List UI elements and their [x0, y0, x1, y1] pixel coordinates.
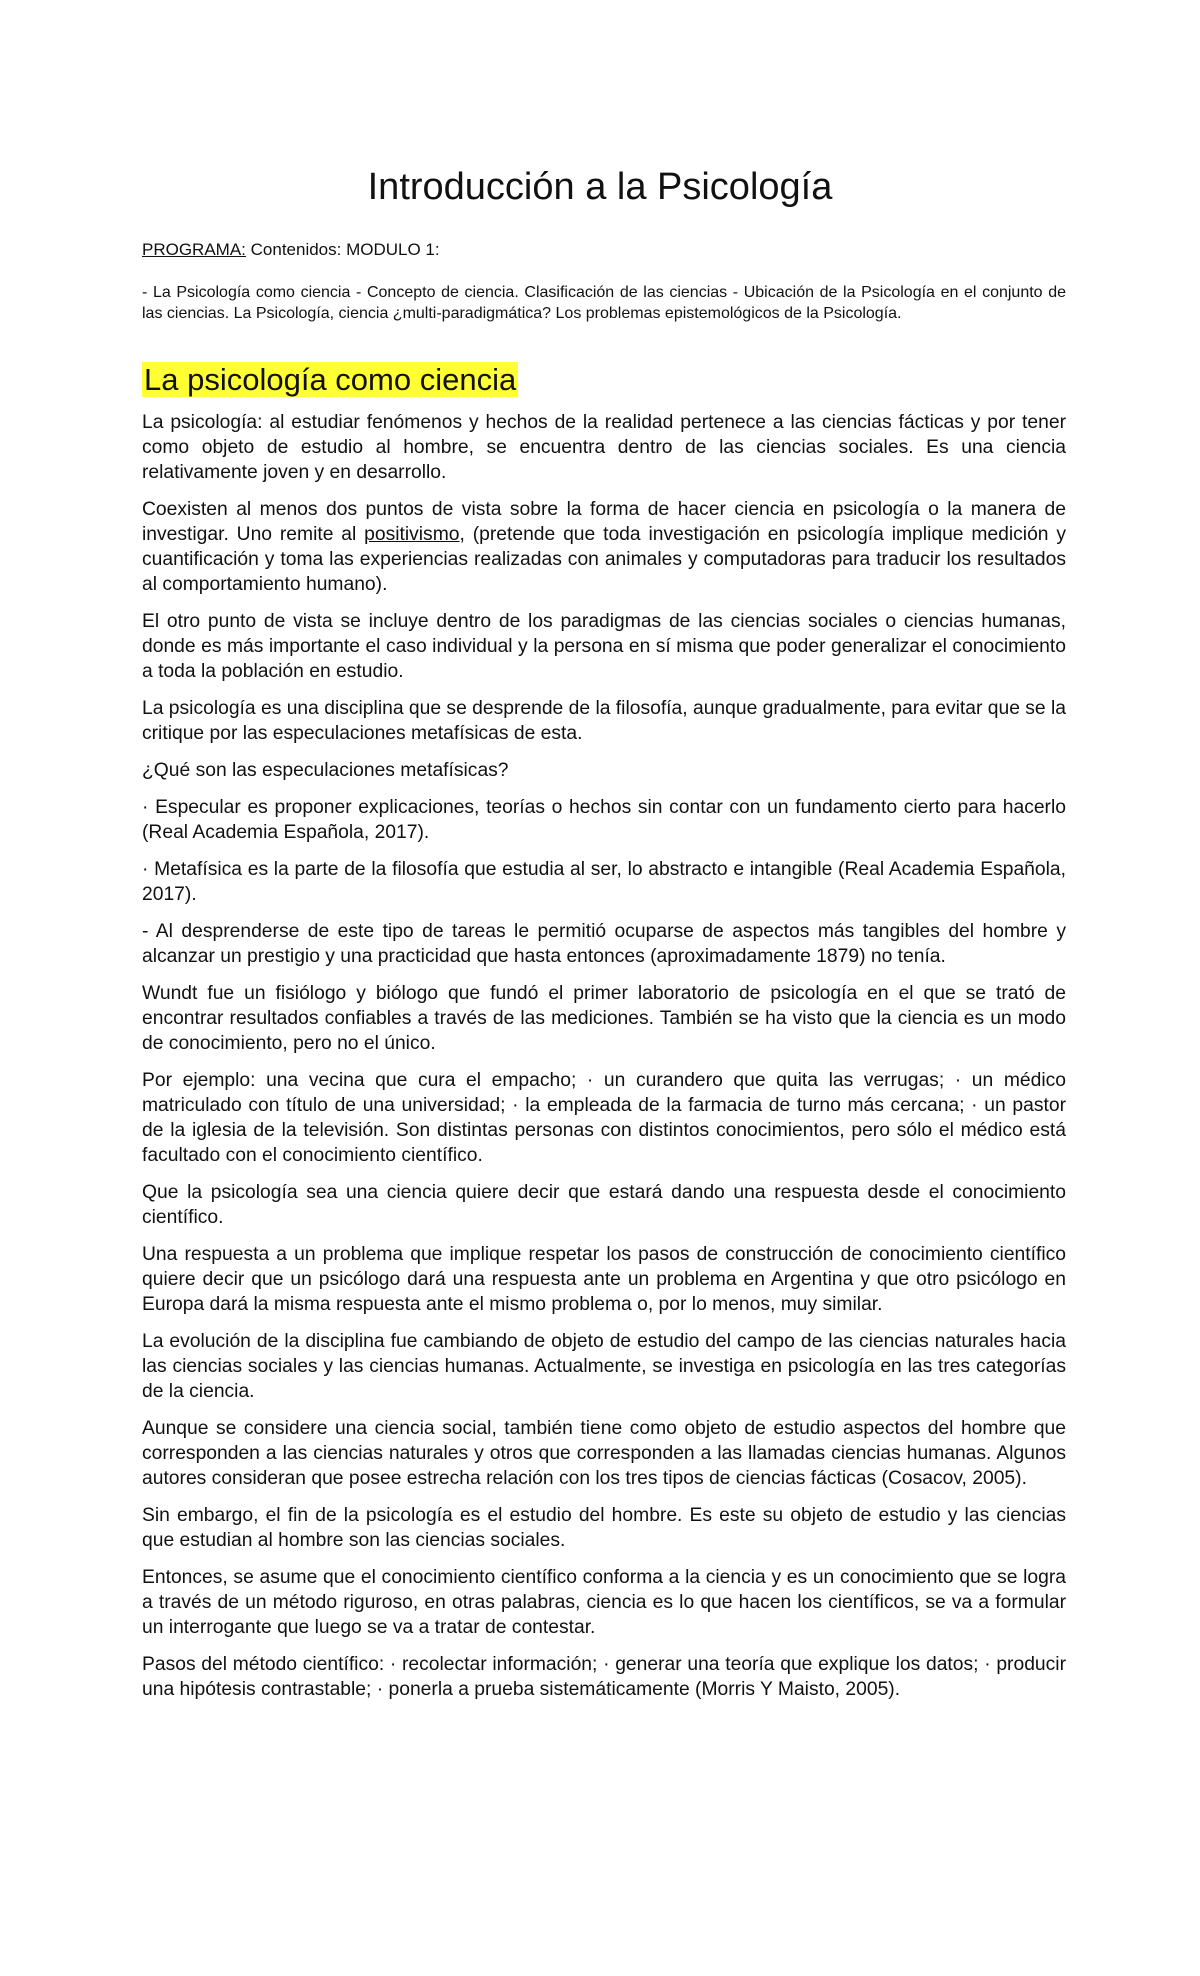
paragraph: La evolución de la disciplina fue cambiando de objeto de estudio del campo de las ciencias naturales hacia las ciencias sociales y las ciencias humanas. Actualmente, se investiga en psicología en las tres categorías de la ciencia. [142, 1331, 1066, 1402]
paragraph: La psicología: al estudiar fenómenos y hechos de la realidad pertenece a las ciencias fácticas y por tener como objeto de estudio al hombre, se encuentra dentro de las ciencias sociales. Es una ciencia relativamente joven y en desarrollo. [142, 412, 1066, 483]
paragraph: Sin embargo, el fin de la psicología es el estudio del hombre. Es este su objeto de estudio y las ciencias que estudian al hombre son las ciencias sociales. [142, 1505, 1066, 1551]
paragraph: Que la psicología sea una ciencia quiere decir que estará dando una respuesta desde el conocimiento científico. [142, 1182, 1066, 1228]
paragraph-text: , (pretende que toda investigación en psicología implique medición y cuantificación y toma las experiencias realizadas con animales y computadoras para traducir los resultados al comportamiento humano). [142, 524, 1067, 595]
paragraph: Wundt fue un fisiólogo y biólogo que fundó el primer laboratorio de psicología en el que se trató de encontrar resultados confiables a través de las mediciones. También se ha visto que la ciencia es un modo de conocimiento, pero no el único. [142, 983, 1066, 1054]
paragraph: El otro punto de vista se incluye dentro de los paradigmas de las ciencias sociales o ciencias humanas, donde es más importante el caso individual y la persona en sí misma que poder generalizar el conocimiento a toda la población en estudio. [142, 611, 1066, 682]
paragraph [142, 497, 1066, 597]
paragraph: Por ejemplo: una vecina que cura el empacho; · un curandero que quita las verrugas; · un médico matriculado con título de una universidad; · la empleada de la farmacia de turno más cercana; · un pastor de la iglesia de la televisión. Son distintas personas con distintos conocimientos, pero sólo el médico está facultado con el conocimiento científico. [142, 1070, 1066, 1166]
paragraph: · Especular es proponer explicaciones, teorías o hechos sin contar con un fundamento cierto para hacerlo (Real Academia Española, 2017). [142, 797, 1066, 843]
section-title [142, 362, 518, 398]
paragraph: ¿Qué son las especulaciones metafísicas? [142, 760, 509, 781]
paragraph: Una respuesta a un problema que implique respetar los pasos de construcción de conocimiento científico quiere decir que un psicólogo dará una respuesta ante un problema en Argentina y que otro psicólogo en Europa dará la misma respuesta ante el mismo problema o, por lo menos, muy similar. [142, 1244, 1066, 1315]
paragraph: La psicología es una disciplina que se desprende de la filosofía, aunque gradualmente, para evitar que se la critique por las especulaciones metafísicas de esta. [142, 698, 1066, 744]
paragraph: - Al desprenderse de este tipo de tareas le permitió ocuparse de aspectos más tangibles del hombre y alcanzar un prestigio y una practicidad que hasta entonces (aproximadamente 1879) no tenía. [142, 921, 1066, 967]
paragraph: Entonces, se asume que el conocimiento científico conforma a la ciencia y es un conocimiento que se logra a través de un método riguroso, en otras palabras, ciencia es lo que hacen los científicos, se va a formular un interrogante que luego se va a tratar de contestar. [142, 1567, 1066, 1638]
programa-line [142, 240, 440, 260]
paragraph: Aunque se considere una ciencia social, también tiene como objeto de estudio aspectos del hombre que corresponden a las ciencias naturales y otros que corresponden a las llamadas ciencias humanas. Algunos autores consideran que posee estrecha relación con los tres tipos de ciencias fácticas (Cosacov, 2005). [142, 1418, 1066, 1489]
paragraph: Pasos del método científico: · recolectar información; · generar una teoría que explique los datos; · producir una hipótesis contrastable; · ponerla a prueba sistemáticamente (Morris Y Maisto, 2005). [142, 1654, 1066, 1700]
contenidos-paragraph: - La Psicología como ciencia - Concepto de ciencia. Clasificación de las ciencias - Ubicación de la Psicología en el conjunto de las ciencias. La Psicología, ciencia ¿multi-paradigmática? Los problemas epistemológicos de la Psicología. [142, 284, 1066, 322]
programa-label: PROGRAMA: [142, 240, 246, 259]
paragraph: · Metafísica es la parte de la filosofía que estudia al ser, lo abstracto e intangible (Real Academia Española, 2017). [142, 859, 1066, 905]
positivismo-link[interactable]: positivismo [364, 524, 460, 545]
section-title-highlight: La psicología como ciencia [144, 362, 517, 397]
programa-rest: Contenidos: MODULO 1: [245, 240, 440, 259]
paragraph-text: Coexisten al menos dos puntos de vista sobre la forma de hacer ciencia en psicología o la manera de investigar. Uno remite al [142, 499, 1066, 545]
document-title: Introducción a la Psicología [367, 166, 833, 208]
document-body [142, 410, 1066, 1714]
